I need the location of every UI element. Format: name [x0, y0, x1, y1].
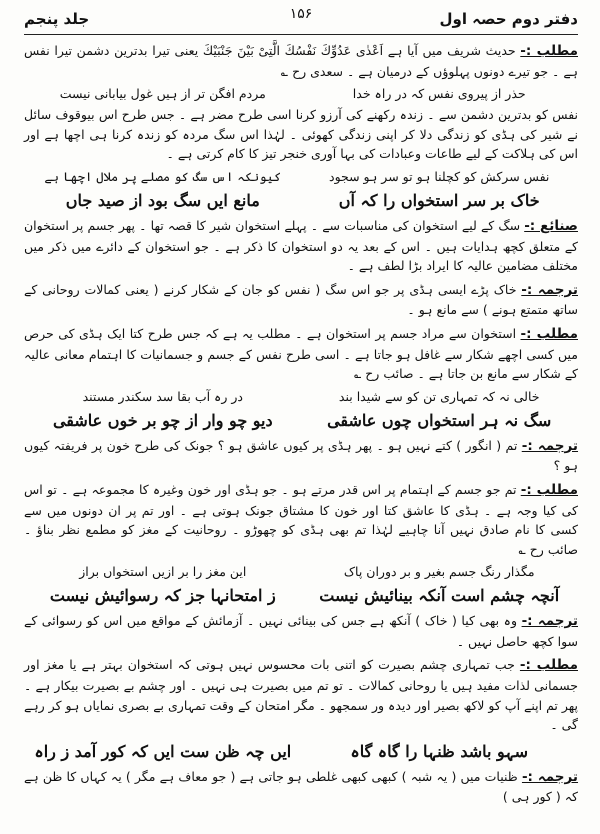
verse-hemistich: سگ نہ ہر استخواں چوں عاشقی — [327, 410, 552, 430]
text-paragraph — [24, 280, 578, 320]
verse-hemistich: این مغز را بر ازیں استخواں براز — [79, 564, 247, 580]
paragraph-label: مطلب :- — [519, 657, 578, 674]
verse-hemistich: خاک بر سر استخواں را کہ آں — [338, 190, 540, 210]
header-book-section: دفتر دوم حصہ اول — [439, 10, 578, 28]
paragraph-label: ترجمہ :- — [521, 613, 578, 630]
paragraph-label: مطلب :- — [520, 43, 578, 59]
verse-hemistich: ایں چہ ظن ست ایں کہ کور آمد ز راہ — [34, 741, 292, 761]
text-paragraph — [24, 105, 578, 164]
verse-hemistich: نفس سرکش کو کچلنا ہو تو سر ہو سجود — [329, 168, 550, 184]
text-paragraph — [24, 767, 578, 807]
text-paragraph — [24, 436, 578, 476]
verse-hemistich: کیونکہ اس سگ کو مصلے پر ملال اچھا ہے — [44, 168, 282, 184]
verse-couplet — [30, 85, 572, 103]
verse-hemistich: در رہ آب بقا سد سکندر مستند — [82, 388, 243, 404]
page-body — [24, 41, 578, 807]
paragraph-text: نفس کو بدترین دشمن سے ۔ زندہ رکھنے کی آرزو کرنا اسی طرح مضر ہے ۔ جس طرح اس بیوقوف سائل نے شیر کی ہڈی کو زندگی دلا کر اپنی زندگی کھوئی ۔ لہٰذا اس سگ مردہ کو زندہ کرنا ہی اچھا ہے اور اس کی ہلاکت کے لیے طاعات وعبادات کی بہا آوری خنجر تیز کا کام کرتی ہے ۔ — [24, 107, 578, 162]
text-paragraph — [24, 324, 578, 384]
text-paragraph — [24, 216, 578, 276]
paragraph-text: تم ( انگور ) کتے نہیں ہو ۔ پھر ہڈی پر کیوں عاشق ہو ؟ جونک کی طرح خون پر فریفتہ کیوں ہو ؟ — [24, 437, 578, 474]
text-paragraph — [24, 655, 578, 734]
text-paragraph — [24, 41, 578, 81]
paragraph-text: حدیث شریف میں آیا ہے اَعْدٰی عَدُوِّكَ نَفْسُكَ الَّتِیْ بَیْنَ جَنْبَیْكَ یعنی تیرا بدترین دشمن تیرا نفس ہے ۔ جو تیرے دونوں پہلوؤں کے درمیان ہے ۔ سعدی رح ؎ — [24, 43, 578, 79]
header-volume: جلد پنجم — [24, 10, 90, 28]
verse-couplet — [30, 188, 572, 214]
header-rule — [24, 34, 578, 35]
verse-hemistich: مانع ایں سگ بود از صید جاں — [65, 190, 260, 210]
verse-hemistich: سہو باشد ظنہا را گاہ گاہ — [350, 741, 529, 761]
text-paragraph — [24, 611, 578, 651]
verse-hemistich: آنچہ چشم است آنکہ بینائیش نیست — [319, 586, 560, 606]
paragraph-label: ترجمہ :- — [521, 437, 579, 454]
verse-couplet — [30, 168, 572, 186]
verse-couplet — [30, 563, 572, 581]
page-header — [24, 4, 578, 34]
verse-hemistich: مردم افگن تر از ہیں غول بیابانی نیست — [59, 86, 266, 102]
paragraph-label: ترجمہ :- — [521, 281, 578, 298]
verse-couplet — [30, 739, 572, 765]
paragraph-text: سگ کے لیے استخوان کی مناسبات سے ۔ پہلے استخوان شیر کا قصہ تھا ۔ پھر جسم پر استخوان کے متعلق کچھ ہدایات ہیں ۔ اس کے بعد یہ دو استخوان کا ذکر ہے ۔ جو استخوان کے دائرے میں ذکر میں مختلف مضامین عالیہ کا ایراد بڑا لطف ہے ۔ — [24, 217, 578, 274]
paragraph-text: تم جو جسم کے اہتمام پر اس قدر مرتے ہو ۔ جو ہڈی اور خون وغیرہ کا مجموعہ ہے ۔ تو اس کی کیا وجہ ہے ۔ ہڈی کا عاشق کتا اور خون کا مشتاق جونک ہوتی ہے ۔ اور تم پر ان دونوں میں سے کسی کا نام صادق نہیں آنا چاہیے لہٰذا تم بھی ہڈی کو چھوڑو ۔ روحانیت کے مغز کو مطمع نظر بناؤ ۔ صائب رح ؎ — [24, 481, 578, 557]
paragraph-label: ترجمہ :- — [521, 768, 579, 785]
paragraph-text: ظنیات میں ( یہ شبہ ) کبھی کبھی غلطی ہو جاتی ہے ( جو معاف ہے مگر ) یہ کہاں کا ظن ہے کہ ( کور ہی ) — [24, 768, 578, 805]
verse-couplet — [30, 408, 572, 434]
verse-couplet — [30, 583, 572, 609]
verse-hemistich: مگذار رنگ جسم بغیر و بر دوران پاک — [343, 564, 535, 580]
paragraph-label: مطلب :- — [520, 481, 578, 498]
paragraph-label: مطلب :- — [520, 325, 578, 342]
paragraph-label: صنائع :- — [524, 217, 578, 234]
verse-hemistich: ز امتحانہا جز کہ رسوائیش نیست — [49, 586, 276, 606]
paragraph-text: استخوان سے مراد جسم پر استخوان ہے ۔ مطلب یہ ہے کہ جس طرح کتا ایک ہڈی کی حرص میں کسی اچھے شکار سے غافل ہو جاتا ہے ۔ اسی طرح نفس کے جسم و جسمانیات کا اہتمام معانی عالیہ کے شکار سے مانع بن جاتا ہے ۔ صائب رح ؎ — [24, 325, 578, 382]
verse-couplet — [30, 388, 572, 406]
paragraph-text: وہ بھی کیا ( خاک ) آنکھ ہے جس کی بینائی نہیں ۔ آزمائش کے مواقع میں اس کو رسوائی کے سوا کچھ حاصل نہیں ۔ — [24, 613, 578, 649]
paragraph-text: خاک پڑے ایسی ہڈی پر جو اس سگ ( نفس کو جان کے شکار کرنے ( یعنی کمالات روحانی کے ساتھ متمتع ہونے ) سے مانع ہو ۔ — [24, 281, 578, 318]
page-number: ۱۵۶ — [289, 6, 313, 22]
paragraph-text: جب تمہاری چشم بصیرت کو اتنی بات محسوس نہیں ہوتی کہ استخوان بہتر ہے یا مغز اور جسمانی لذات مفید ہیں یا روحانی کمالات ۔ تو تم میں بصیرت ہی نہیں ۔ اور چشم بے بصیرت بیکار ہے ۔ پھر تم اپنے آپ کو لاکھ بصیر اور دیدہ ور سمجھو ۔ مگر امتحان کے وقت تمہاری بے بصری نمایاں ہو کر رہے گی ۔ — [24, 657, 578, 733]
verse-hemistich: حذر از پیروی نفس کہ در راہ خدا — [352, 86, 526, 102]
verse-hemistich: خالی نہ کہ تمہاری تن کو سے شیدا بند — [338, 388, 540, 404]
text-paragraph — [24, 480, 578, 559]
verse-hemistich: دیو چو وار از چو بر خوں عاشقی — [52, 410, 273, 430]
